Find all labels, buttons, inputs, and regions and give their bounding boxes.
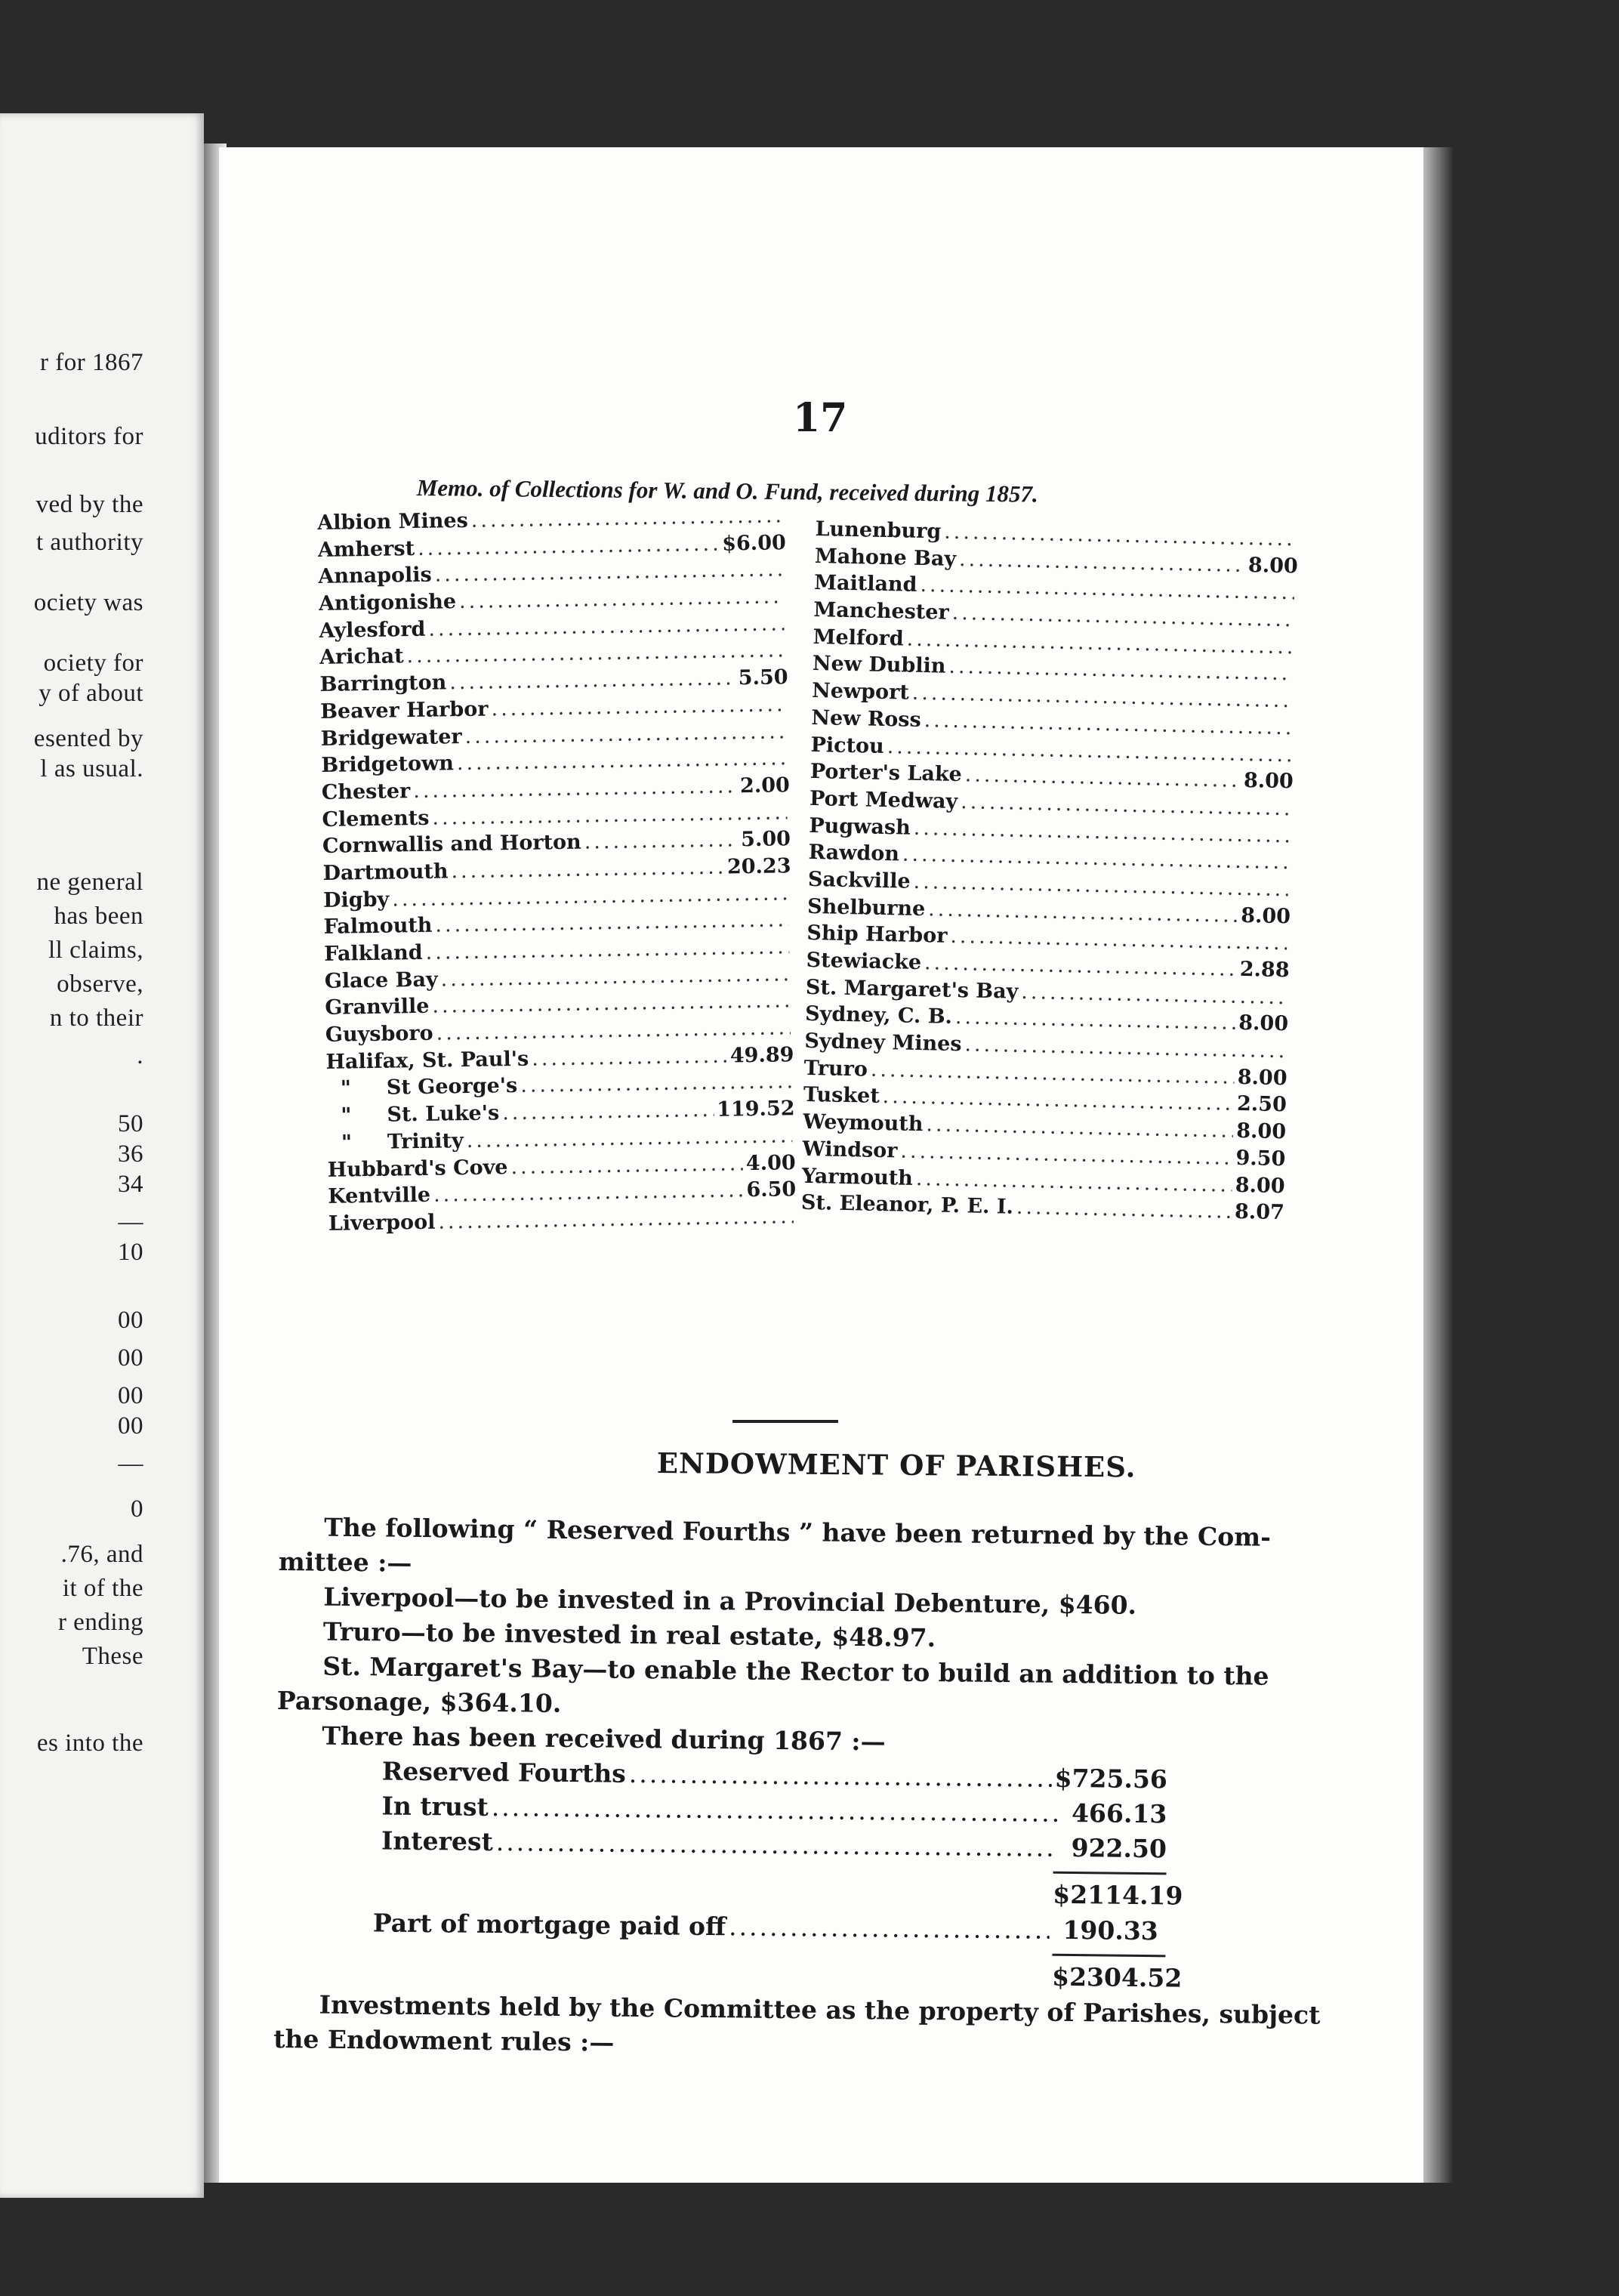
parish-name: Maitland	[813, 571, 917, 597]
parish-name: Lunenburg	[815, 517, 942, 544]
left-page-line: 34	[118, 1171, 143, 1198]
parish-name: Bridgetown	[321, 751, 455, 778]
page-edge-shadow	[1423, 147, 1454, 2183]
left-page-line: t authority	[35, 529, 143, 556]
parish-name: St. Eleanor, P. E. I.	[800, 1190, 1014, 1219]
left-page-line: observe,	[57, 971, 143, 998]
left-page-line: .	[137, 1042, 143, 1069]
left-page-line: ne general	[36, 869, 143, 896]
parish-name: Barrington	[319, 671, 447, 697]
left-page-line: l as usual.	[40, 755, 143, 782]
memo-title: Memo. of Collections for W. and O. Fund, received during 1857.	[416, 474, 1038, 508]
leader-dots	[729, 1909, 1050, 1947]
collection-amount: 2.88	[1239, 957, 1290, 983]
parish-name: Clements	[322, 806, 430, 832]
leader-dots	[438, 1203, 794, 1236]
collection-amount: 8.00	[1243, 769, 1294, 794]
leader-dots	[457, 745, 787, 777]
collection-amount: 2.00	[739, 773, 791, 798]
parish-name: " St. Luke's	[326, 1101, 500, 1128]
parish-name: Falkland	[324, 940, 423, 966]
parish-name: Granville	[325, 995, 430, 1020]
left-page-line: 00	[118, 1382, 143, 1409]
leader-dots	[510, 1150, 743, 1181]
collection-amount: 8.00	[1235, 1173, 1285, 1198]
left-page-line: 00	[118, 1307, 143, 1334]
parish-name: Weymouth	[802, 1109, 924, 1137]
leader-dots	[451, 854, 724, 885]
parish-name: Aylesford	[319, 617, 426, 643]
left-page-line: ociety for	[43, 650, 143, 677]
collection-amount: 8.00	[1240, 903, 1291, 928]
parish-name: Rawdon	[808, 841, 900, 866]
parish-name: Pugwash	[809, 813, 911, 840]
intro-line-1: The following “ Reserved Fourths ” have been returned by the Com-	[324, 1512, 1272, 1552]
truro-note: Truro—to be invested in real estate, $48.97.	[322, 1616, 936, 1653]
parish-name: Beaver Harbor	[319, 697, 489, 724]
leader-dots	[532, 1042, 727, 1072]
parish-name: Newport	[811, 679, 910, 705]
parish-name: Halifax, St. Paul's	[325, 1047, 529, 1074]
intro-line-2: mittee :—	[278, 1546, 412, 1578]
left-page-line: es into the	[36, 1730, 143, 1757]
left-page-line: uditors for	[35, 423, 143, 450]
parish-name: Bridgewater	[320, 724, 462, 751]
parish-name: Windsor	[802, 1137, 898, 1163]
parish-name: Pictou	[810, 733, 885, 758]
leader-dots	[491, 691, 785, 723]
document-page	[219, 147, 1423, 2183]
collection-amount: 5.00	[740, 827, 791, 852]
receipt-label: In trust	[381, 1791, 489, 1822]
parish-name: Mahone Bay	[814, 544, 957, 571]
collection-amount: 4.00	[745, 1150, 796, 1175]
collection-amount: 8.00	[1237, 1065, 1287, 1090]
collections-right-column	[801, 516, 1299, 1227]
parish-name: New Dublin	[812, 652, 946, 679]
parish-name: Ship Harbor	[806, 921, 948, 949]
page-number: 17	[793, 395, 848, 441]
collection-amount: $6.00	[721, 530, 787, 556]
received-intro: There has been received during 1867 :—	[322, 1720, 886, 1757]
receipt-label: Reserved Fourths	[381, 1756, 627, 1788]
collection-amount: 9.50	[1235, 1146, 1286, 1171]
left-page-line: r for 1867	[40, 349, 143, 376]
left-page-line: .76, and	[60, 1541, 143, 1568]
left-page-line: —	[118, 1208, 143, 1236]
left-page-line: 00	[118, 1412, 143, 1440]
parish-name: " Trinity	[326, 1128, 464, 1155]
parish-name: Chester	[321, 779, 411, 804]
endowment-heading: ENDOWMENT OF PARISHES.	[656, 1446, 1136, 1484]
subtotal: $2114.19	[1053, 1879, 1183, 1911]
parish-name: Sydney Mines	[804, 1029, 962, 1057]
leader-dots	[584, 827, 738, 856]
collection-amount: 6.50	[746, 1177, 797, 1202]
collection-amount: 2.50	[1236, 1092, 1287, 1117]
left-page-line: esented by	[33, 725, 143, 752]
parish-name: Shelburne	[806, 894, 926, 921]
leader-dots	[449, 665, 735, 696]
left-page-line: r ending	[57, 1609, 143, 1636]
collection-amount: 49.89	[729, 1042, 794, 1068]
left-page-line: ved by the	[35, 491, 143, 518]
endowment-section	[273, 1477, 1337, 2068]
collection-amount: 8.07	[1234, 1200, 1285, 1225]
left-page-line: ll claims,	[48, 937, 143, 964]
parish-name: Truro	[803, 1056, 868, 1082]
left-page-line: n to their	[49, 1004, 143, 1032]
sum-rule	[1052, 1954, 1165, 1958]
leader-dots	[496, 1825, 1059, 1866]
leader-dots	[466, 1122, 792, 1154]
grand-total: $2304.52	[1051, 1961, 1183, 1993]
previous-page-fragment	[0, 113, 204, 2198]
parish-name: Amherst	[317, 536, 415, 562]
leader-dots	[502, 1097, 714, 1127]
collection-amount: 8.00	[1235, 1119, 1287, 1144]
collection-amount: 8.00	[1247, 553, 1299, 579]
receipt-amount: $725.56	[1054, 1763, 1168, 1795]
parish-name: Albion Mines	[317, 508, 469, 535]
investments-line-1: Investments held by the Committee as the property of Parishes, subject	[319, 1989, 1321, 2030]
parish-name: " St George's	[325, 1074, 518, 1101]
parish-name: Digby	[322, 887, 390, 912]
left-page-line: it of the	[62, 1575, 143, 1602]
parish-name: Dartmouth	[322, 859, 449, 885]
parish-name: Stewiacke	[806, 948, 922, 975]
collection-amount: 8.00	[1238, 1011, 1289, 1036]
leader-dots	[520, 1069, 791, 1100]
left-page-line: —	[118, 1450, 143, 1477]
collection-amount: 5.50	[738, 665, 788, 690]
parish-name: New Ross	[811, 705, 922, 732]
parish-name: Tusket	[803, 1083, 880, 1109]
mortgage-amount: 190.33	[1062, 1915, 1158, 1946]
leader-dots	[1016, 1194, 1232, 1226]
st-margarets-note-line-2: Parsonage, $364.10.	[276, 1685, 562, 1718]
parish-name: Falmouth	[323, 913, 433, 940]
parish-name: Guysboro	[325, 1021, 433, 1047]
parish-name: Glace Bay	[324, 967, 438, 993]
section-divider	[732, 1420, 838, 1423]
parish-name: Porter's Lake	[810, 760, 963, 787]
collections-left-column	[317, 502, 797, 1237]
parish-name: Kentville	[328, 1183, 431, 1209]
collection-amount: 119.52	[716, 1097, 795, 1122]
parish-name: Arichat	[319, 644, 404, 670]
receipt-amount: 922.50	[1071, 1833, 1167, 1864]
left-page-line: ociety was	[33, 589, 143, 616]
liverpool-note: Liverpool—to be invested in a Provincial Debenture, $460.	[323, 1582, 1137, 1620]
parish-name: Sackville	[807, 867, 911, 893]
left-page-line: 50	[118, 1110, 143, 1137]
parish-name: Antigonishe	[318, 590, 457, 616]
left-page-line: 10	[118, 1239, 143, 1266]
parish-name: Manchester	[813, 598, 950, 625]
left-page-line: has been	[54, 903, 143, 930]
parish-name: Yarmouth	[801, 1164, 914, 1190]
parish-name: Hubbard's Cove	[327, 1155, 508, 1182]
leader-dots	[629, 1757, 1052, 1796]
left-page-line: 36	[118, 1140, 143, 1168]
parish-name: Port Medway	[809, 786, 958, 813]
left-page-line: 00	[118, 1344, 143, 1372]
parish-name: Cornwallis and Horton	[322, 830, 581, 859]
mortgage-label: Part of mortgage paid off	[372, 1908, 726, 1942]
parish-name: Sydney, C. B.	[804, 1002, 953, 1029]
leader-dots	[492, 1790, 1059, 1831]
parish-name: Liverpool	[328, 1210, 436, 1236]
st-margarets-note-line-1: St. Margaret's Bay—to enable the Rector to build an addition to the	[322, 1651, 1269, 1691]
receipt-amount: 466.13	[1071, 1798, 1167, 1829]
parish-name: Annapolis	[318, 563, 432, 589]
collection-amount: 20.23	[726, 854, 791, 879]
left-page-line: 0	[131, 1495, 143, 1523]
left-page-line: These	[82, 1643, 143, 1670]
left-page-line: y of about	[39, 680, 143, 707]
parish-name: Melford	[813, 625, 905, 651]
receipt-label: Interest	[381, 1825, 494, 1856]
parish-name: St. Margaret's Bay	[805, 975, 1019, 1004]
sum-rule	[1053, 1872, 1167, 1875]
investments-line-2: the Endowment rules :—	[273, 2023, 615, 2057]
